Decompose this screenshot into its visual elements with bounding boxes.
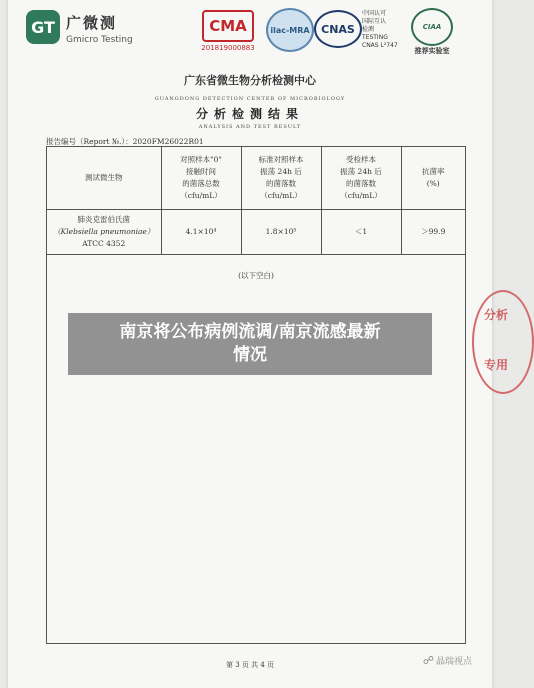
blank-note: (以下空白) bbox=[238, 271, 274, 280]
page-number: 第 3 页 共 4 页 bbox=[225, 661, 275, 669]
center-title: 广东省微生物分析检测中心 bbox=[184, 74, 316, 87]
header-line: 抗菌率 bbox=[422, 167, 445, 176]
cell-sample: ＜1 bbox=[321, 210, 401, 255]
cell-standard-control: 1.8×10⁵ bbox=[241, 210, 321, 255]
wechat-icon: ☍ bbox=[422, 654, 434, 667]
headline-banner[interactable] bbox=[68, 313, 432, 375]
headline-line-1: 南京将公布病例流调/南京流感最新 bbox=[119, 322, 381, 342]
header-line: 受检样本 bbox=[346, 155, 376, 164]
header-line: 测试微生物 bbox=[85, 173, 123, 182]
cnas-text-line: 检测 bbox=[362, 26, 375, 33]
cma-number: 201819000883 bbox=[201, 44, 255, 52]
ciaa-icon: CIAA bbox=[411, 8, 453, 46]
header-line: 的菌落数 bbox=[266, 179, 296, 188]
cnas-text-line: 国际互认 bbox=[362, 18, 387, 25]
gt-logo-icon: GT bbox=[26, 10, 60, 44]
cnas-text-line: 中国认可 bbox=[362, 10, 387, 17]
watermark bbox=[423, 654, 472, 667]
results-table bbox=[47, 147, 465, 255]
organism-cn: 肺炎克雷伯氏菌 bbox=[77, 215, 130, 224]
header-line: （cfu/mL） bbox=[180, 191, 222, 200]
ciaa-badge bbox=[408, 8, 456, 56]
header-line: （cfu/mL） bbox=[340, 191, 382, 200]
company-name-en: Gmicro Testing bbox=[66, 35, 133, 45]
cell-organism bbox=[47, 210, 161, 255]
ciaa-caption: 推荐实验室 bbox=[414, 47, 450, 55]
header-line: 的菌落数 bbox=[346, 179, 376, 188]
cell-control-zero: 4.1×10⁴ bbox=[161, 210, 241, 255]
cma-icon: CMA bbox=[202, 10, 254, 42]
result-title-en: ANALYSIS AND TEST RESULT bbox=[198, 124, 302, 130]
table-row bbox=[47, 210, 465, 255]
watermark-text: 晶瑞视点 bbox=[435, 657, 472, 667]
header-line: 振荡 24h 后 bbox=[340, 167, 382, 176]
cnas-text bbox=[362, 10, 398, 50]
cnas-text-line: TESTING bbox=[362, 34, 388, 41]
headline-line-2: 情况 bbox=[233, 345, 267, 365]
header-line: （cfu/mL） bbox=[260, 191, 302, 200]
report-number: 报告编号（Report №.）：2020FM26022R01 bbox=[46, 137, 204, 146]
header-line: 标准对照样本 bbox=[258, 155, 304, 164]
header-logos bbox=[8, 0, 492, 60]
header-line: (%) bbox=[426, 179, 440, 188]
organism-latin: （Klebsiella pneumoniae） bbox=[53, 227, 155, 236]
cnas-text-line: CNAS L²747 bbox=[362, 42, 398, 49]
stamp-top-text: 分析 bbox=[484, 308, 509, 322]
header-microorganism bbox=[47, 147, 161, 210]
header-line: 振荡 24h 后 bbox=[260, 167, 302, 176]
cnas-icon: CNAS bbox=[314, 10, 362, 48]
result-title: 分析检测结果 bbox=[195, 107, 304, 121]
header-line: 的菌落总数 bbox=[182, 179, 220, 188]
organism-strain: ATCC 4352 bbox=[82, 239, 126, 248]
header-antibacterial-rate bbox=[401, 147, 465, 210]
header-sample bbox=[321, 147, 401, 210]
header-line: 接触时间 bbox=[186, 167, 216, 176]
seal-stamp bbox=[472, 290, 534, 394]
company-name-cn: 广微测 bbox=[66, 14, 118, 32]
results-frame bbox=[46, 146, 466, 644]
header-line: 对照样本"0" bbox=[180, 155, 222, 164]
table-header-row bbox=[47, 147, 465, 210]
header-control-zero bbox=[161, 147, 241, 210]
ilac-mra-icon: ilac-MRA bbox=[266, 8, 314, 52]
stamp-bottom-text: 专用 bbox=[484, 358, 509, 372]
header-standard-control bbox=[241, 147, 321, 210]
center-title-en: GUANGDONG DETECTION CENTER OF MICROBIOLOGY bbox=[154, 96, 346, 102]
cma-badge bbox=[200, 10, 256, 52]
company-name bbox=[66, 12, 133, 45]
cell-antibacterial-rate: ＞99.9 bbox=[401, 210, 465, 255]
